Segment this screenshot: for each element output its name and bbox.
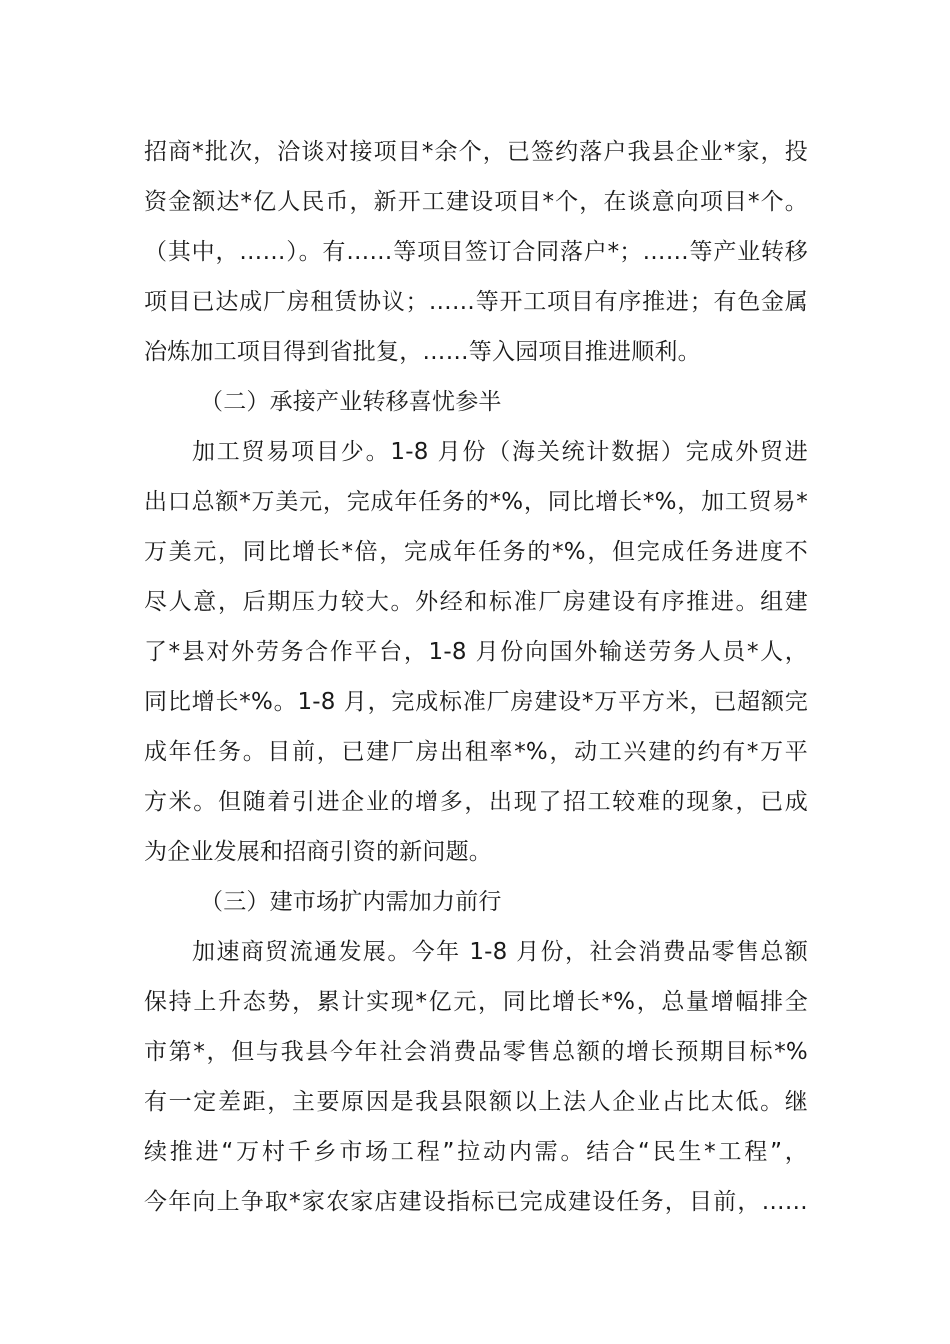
paragraph-first-line: 加工贸易项目少。1-8 月份（海关统计数据）完成外贸进 [192, 439, 808, 465]
text-line: 续推进“万村千乡市场工程”拉动内需。结合“民生*工程”， [144, 1139, 808, 1165]
paragraph-first-line: 加速商贸流通发展。今年 1-8 月份，社会消费品零售总额 [192, 939, 808, 965]
text-line: 市第*，但与我县今年社会消费品零售总额的增长预期目标*% [144, 1039, 808, 1065]
text-line: 尽人意，后期压力较大。外经和标准厂房建设有序推进。组建 [144, 589, 808, 615]
document-body [144, 127, 808, 1227]
text-line: 冶炼加工项目得到省批复，……等入园项目推进顺利。 [144, 339, 701, 365]
text-line: （其中，……）。有……等项目签订合同落户*；……等产业转移 [144, 239, 808, 265]
text-line: 出口总额*万美元，完成年任务的*%，同比增长*%，加工贸易* [144, 489, 808, 515]
text-line: 项目已达成厂房租赁协议；……等开工项目有序推进；有色金属 [144, 289, 808, 315]
section-heading: （三）建市场扩内需加力前行 [200, 889, 502, 915]
text-line: 今年向上争取*家农家店建设指标已完成建设任务，目前，…… [144, 1189, 808, 1215]
text-line: 资金额达*亿人民币，新开工建设项目*个，在谈意向项目*个。 [144, 189, 808, 215]
text-line: 为企业发展和招商引资的新问题。 [144, 839, 492, 865]
text-line: 保持上升态势，累计实现*亿元，同比增长*%，总量增幅排全 [144, 989, 808, 1015]
text-line: 成年任务。目前，已建厂房出租率*%，动工兴建的约有*万平 [144, 739, 808, 765]
text-line: 万美元，同比增长*倍，完成年任务的*%，但完成任务进度不 [144, 539, 808, 565]
section-heading: （二）承接产业转移喜忧参半 [200, 389, 502, 415]
text-line: 有一定差距，主要原因是我县限额以上法人企业占比太低。继 [144, 1089, 808, 1115]
text-line: 同比增长*%。1-8 月，完成标准厂房建设*万平方米，已超额完 [144, 689, 808, 715]
text-line: 了*县对外劳务合作平台，1-8 月份向国外输送劳务人员*人， [144, 639, 808, 665]
text-line: 方米。但随着引进企业的增多，出现了招工较难的现象，已成 [144, 789, 808, 815]
text-line: 招商*批次，洽谈对接项目*余个，已签约落户我县企业*家，投 [144, 139, 808, 165]
